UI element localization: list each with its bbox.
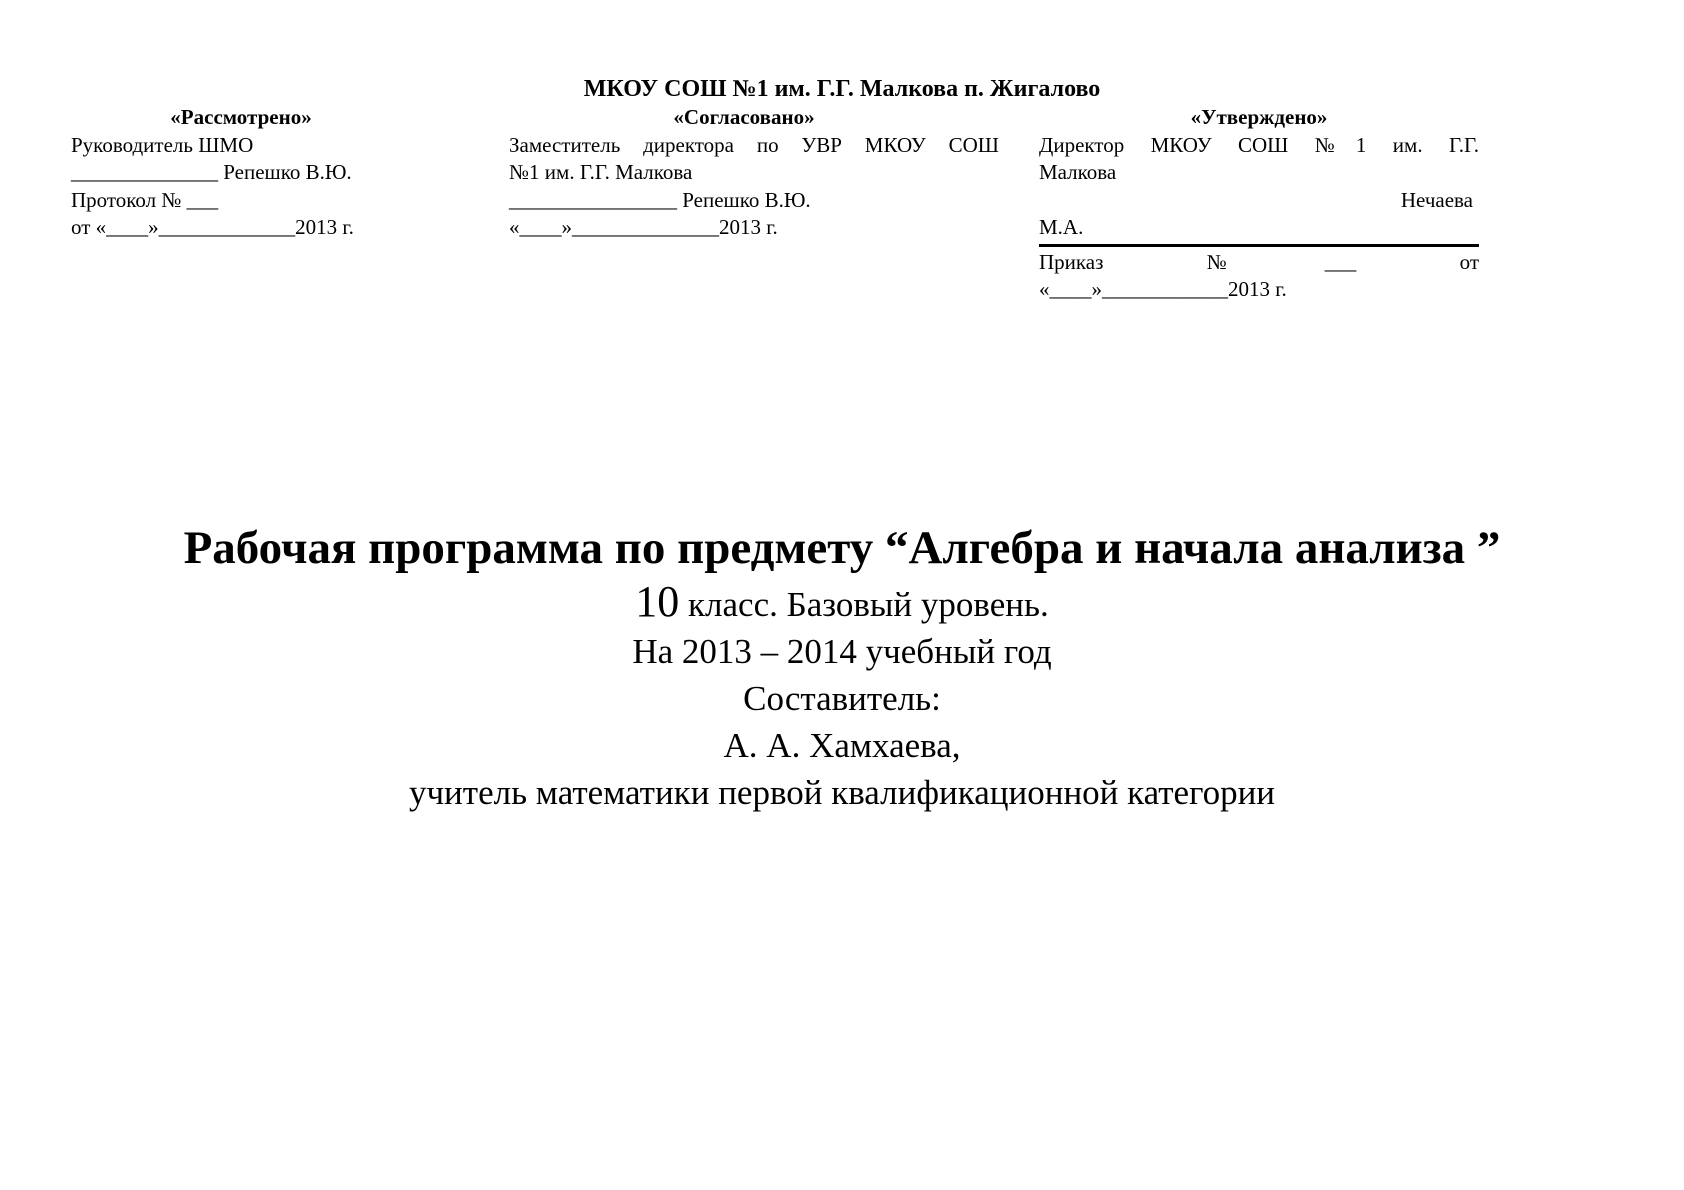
agreed-date: «____»______________2013 г. [509, 215, 778, 239]
compiler-position: учитель математики первой квалификационной категории [408, 773, 1276, 812]
approved-name-part2: М.А. [1039, 215, 1084, 239]
agreed-block [509, 104, 999, 242]
reviewed-date: от «____»_____________2013 г. [71, 215, 354, 239]
program-grade-rest: класс. Базовый уровень. [679, 585, 1049, 624]
agreed-signature: ________________ Репешко В.Ю. [509, 187, 811, 212]
program-grade-number: 10 [635, 577, 680, 626]
approved-heading: «Утверждено» [1190, 105, 1328, 129]
approved-divider [1039, 244, 1479, 247]
approved-date: «____»____________2013 г. [1039, 277, 1287, 301]
approved-order-line: Приказ №___ от [1039, 249, 1479, 274]
school-name: МКОУ СОШ №1 им. Г.Г. Малкова п. Жигалово [583, 76, 1101, 102]
agreed-role-line1: Заместитель директора по УВР МКОУ СОШ [509, 132, 999, 157]
reviewed-protocol: Протокол № ___ [71, 187, 219, 212]
approved-role-line1: Директор МКОУ СОШ №1 им. Г.Г. [1039, 132, 1479, 157]
program-year: На 2013 – 2014 учебный год [632, 632, 1052, 671]
agreed-heading: «Согласовано» [673, 105, 815, 129]
compiler-label: Составитель: [743, 679, 941, 718]
program-grade [0, 578, 1684, 628]
program-title-block [0, 518, 1684, 816]
program-title: Рабочая программа по предмету “Алгебра и начала анализа ” [183, 522, 1501, 574]
approved-role-line2: Малкова [1039, 160, 1117, 184]
compiler-name: А. А. Хамхаева, [723, 726, 961, 765]
reviewed-heading: «Рассмотрено» [170, 105, 312, 129]
approved-block [1039, 104, 1479, 304]
reviewed-block [71, 104, 411, 242]
reviewed-role: Руководитель ШМО [71, 132, 254, 157]
agreed-role-line2: №1 им. Г.Г. Малкова [509, 160, 693, 184]
approved-name-part1: Нечаева [1400, 187, 1473, 212]
reviewed-signature: ______________ Репешко В.Ю. [71, 160, 352, 184]
